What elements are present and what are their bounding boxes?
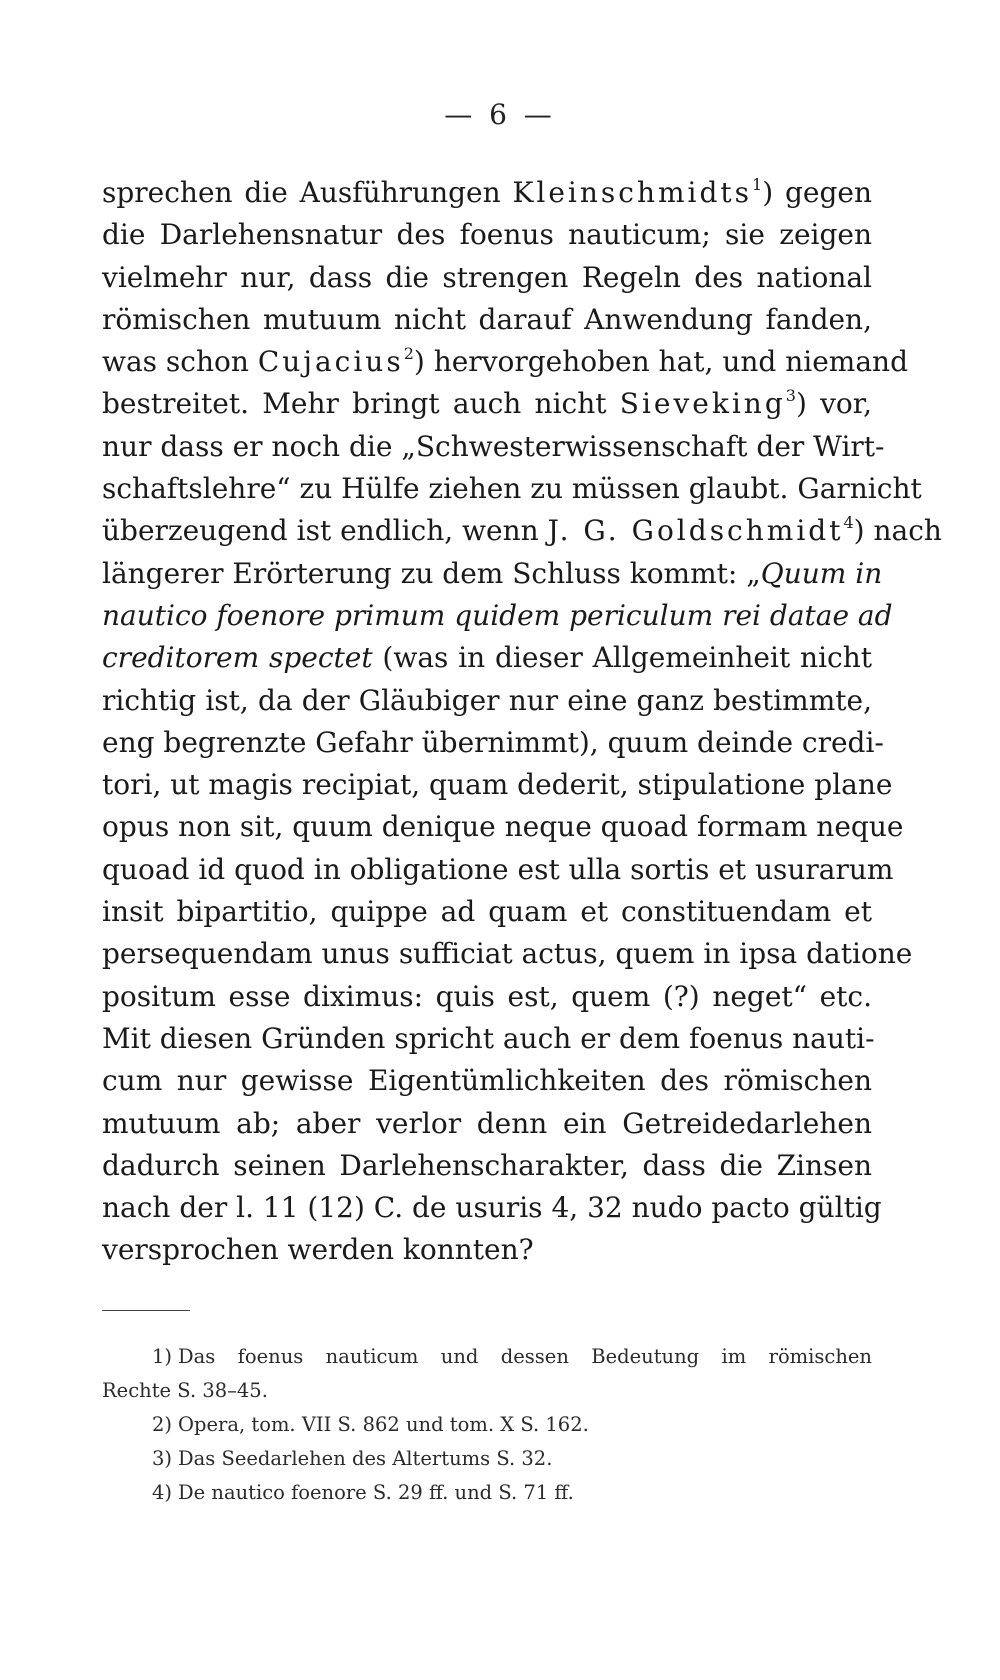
text-line: persequendam unus sufficiat actus, quem in ipsa datione (102, 937, 913, 971)
latin-quote: creditorem spectet (102, 641, 373, 675)
author-name: Kleinschmidts (512, 176, 753, 209)
latin-quote: Quum in (760, 556, 883, 590)
text-line: eng begrenzte Gefahr übernimmt), quum deinde credi- (102, 725, 884, 759)
text-line: dadurch seinen Darlehenscharakter, dass die Zinsen (102, 1148, 872, 1182)
text-line: nach der l. 11 (12) C. de usuris 4, 32 nudo pacto gültig (102, 1191, 882, 1225)
text-line: was schon Cujacius$^2$) hervorgehoben hat, und niemand (102, 344, 908, 379)
footnote-ref: 3 (785, 386, 796, 406)
text-line: tori, ut magis recipiat, quam dederit, stipulatione plane (102, 768, 893, 802)
footnote-ref: 4 (843, 513, 854, 533)
text-line: vielmehr nur, dass die strengen Regeln des national (102, 260, 872, 294)
footnote-ref: 2 (403, 344, 414, 364)
author-name: Sieveking (619, 387, 786, 421)
text-line: schaftslehre“ zu Hülfe ziehen zu müssen glaubt. Garnicht (102, 472, 922, 506)
page-number: — 6 — (444, 98, 556, 131)
text-line: römischen mutuum nicht darauf Anwendung fanden, (102, 302, 872, 336)
footnote-divider (102, 1310, 190, 1311)
text-line: creditorem spectet (was in dieser Allgemeinheit nicht (102, 641, 872, 675)
footnote-ref: 1 (752, 175, 763, 194)
text-line: mutuum ab; aber verlor denn ein Getreidedarlehen (102, 1106, 872, 1140)
text-line: sprechen die Ausführungen Kleinschmidts$^1$) gegen (102, 175, 872, 209)
footnote-3: 3) Das Seedarlehen des Altertums S. 32. (152, 1447, 553, 1470)
text-line: die Darlehensnatur des foenus nauticum; sie zeigen (102, 218, 872, 252)
footnote-mark: 2) (152, 1413, 173, 1436)
text-line: richtig ist, da der Gläubiger nur eine ganz bestimmte, (102, 683, 872, 717)
footnote-1: 1) Das foenus nauticum und dessen Bedeutung im römischen (152, 1345, 872, 1368)
footnote-1-continuation: Rechte S. 38–45. (102, 1379, 268, 1402)
author-name: Cujacius (257, 345, 404, 379)
text-line: überzeugend ist endlich, wenn J. G. Goldschmidt$^4$) nach (102, 513, 942, 548)
footnote-mark: 4) (152, 1481, 173, 1504)
text-line: nur dass er noch die „Schwesterwissenschaft der Wirt- (102, 429, 885, 463)
footnote-2: 2) Opera, tom. VII S. 862 und tom. X S. 162. (152, 1413, 589, 1436)
text-line: bestreitet. Mehr bringt auch nicht Sieveking$^3$) vor, (102, 386, 872, 421)
footnotes (102, 1340, 872, 1510)
body-text (102, 172, 942, 1272)
footnote-4: 4) De nautico foenore S. 29 ff. und S. 71 ff. (152, 1481, 574, 1504)
text-line: quoad id quod in obligatione est ulla sortis et usurarum (102, 852, 894, 886)
text-line: längerer Erörterung zu dem Schluss kommt: „Quum in (102, 556, 883, 590)
text-line: Mit diesen Gründen spricht auch er dem foenus nauti- (102, 1021, 875, 1055)
footnote-mark: 1) (152, 1345, 173, 1368)
latin-quote-line: nautico foenore primum quidem periculum rei datae ad (102, 598, 893, 632)
author-name: J. G. Goldschmidt (547, 514, 844, 548)
text-line: opus non sit, quum denique neque quoad formam neque (102, 810, 904, 844)
text-line: positum esse diximus: quis est, quem (?) neget“ etc. (102, 979, 872, 1013)
text-line: insit bipartitio, quippe ad quam et constituendam et (102, 895, 872, 929)
text-line: cum nur gewisse Eigentümlichkeiten des römischen (102, 1064, 872, 1098)
footnote-mark: 3) (152, 1447, 173, 1470)
text-line: versprochen werden konnten? (102, 1233, 534, 1267)
